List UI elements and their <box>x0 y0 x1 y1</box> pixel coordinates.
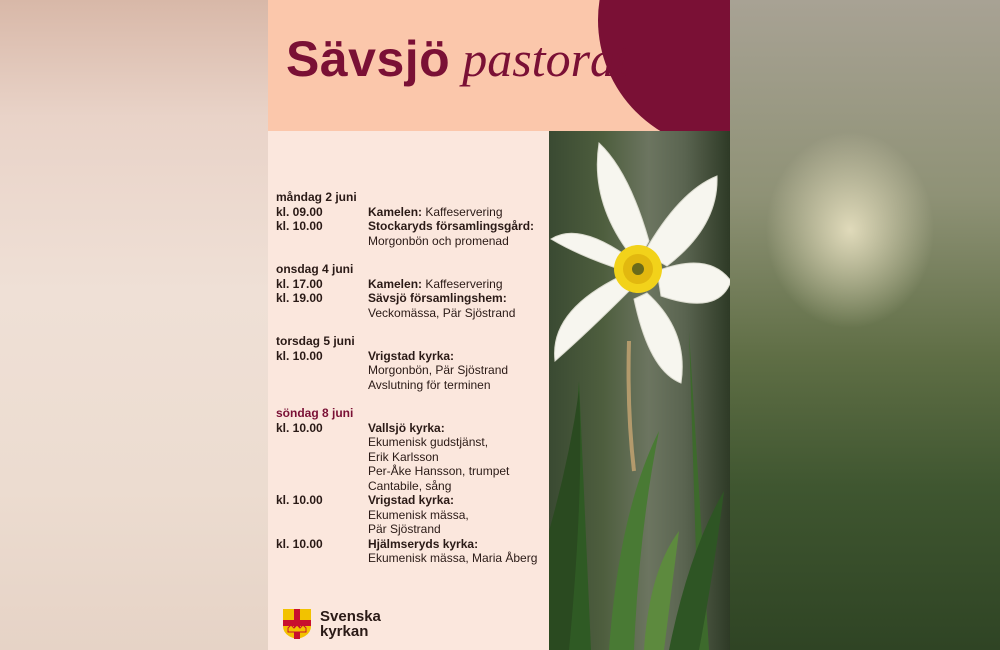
entry-first-line <box>368 537 548 552</box>
schedule-entry <box>276 349 548 393</box>
entry-detail: Ekumenisk gudstjänst, <box>368 435 489 449</box>
entry-time: kl. 10.00 <box>276 348 323 363</box>
title-italic: pastorat <box>462 31 629 87</box>
logo-text <box>320 609 381 639</box>
entry-first-line <box>368 277 548 292</box>
entry-location: Vrigstad kyrka: <box>368 493 455 507</box>
entry-first-line <box>368 205 548 220</box>
entry-info <box>368 277 548 292</box>
entry-info <box>368 421 548 494</box>
poster-header <box>268 0 730 131</box>
day-title: måndag 2 juni <box>276 190 357 204</box>
entry-time: kl. 10.00 <box>276 219 323 233</box>
entry-location: Stockaryds församlingsgård: <box>368 219 535 233</box>
schedule-day <box>276 406 548 566</box>
entry-first-line <box>368 219 548 234</box>
event-schedule <box>276 190 548 580</box>
entry-info <box>368 493 548 537</box>
entry-detail: Kaffeservering <box>425 204 503 219</box>
entry-info <box>368 219 548 248</box>
entry-detail: Erik Karlsson <box>368 449 439 464</box>
entry-location: Vallsjö kyrka: <box>368 420 445 435</box>
blurred-background-right <box>730 0 1000 650</box>
entry-location: Kamelen: <box>368 276 423 291</box>
entry-detail: Per-Åke Hansson, trumpet <box>368 464 510 478</box>
entry-time: kl. 09.00 <box>276 204 323 219</box>
entry-first-line <box>368 291 548 306</box>
entry-first-line <box>368 493 548 508</box>
poster <box>268 0 730 650</box>
schedule-entry <box>276 421 548 494</box>
entry-location: Hjälmseryds kyrka: <box>368 536 479 551</box>
svenska-kyrkan-logo <box>282 608 381 640</box>
entry-detail: Ekumenisk mässa, <box>368 507 469 522</box>
entry-time: kl. 19.00 <box>276 291 323 305</box>
daffodil-flower-icon <box>549 131 730 650</box>
schedule-entry <box>276 537 548 566</box>
entry-detail: Pär Sjöstrand <box>368 522 441 536</box>
entry-location: Kamelen: <box>368 204 423 219</box>
entry-detail: Morgonbön och promenad <box>368 233 509 248</box>
entry-detail: Kaffeservering <box>425 276 503 291</box>
entry-detail: Ekumenisk mässa, Maria Åberg <box>368 551 538 565</box>
entry-first-line <box>368 349 548 364</box>
entry-detail: Avslutning för terminen <box>368 377 491 392</box>
entry-first-line <box>368 421 548 436</box>
entry-location: Vrigstad kyrka: <box>368 348 455 363</box>
church-cross-crown-icon <box>282 608 312 640</box>
schedule-day <box>276 334 548 392</box>
poster-title <box>286 30 629 88</box>
entry-detail: Morgonbön, Pär Sjöstrand <box>368 363 509 377</box>
entry-info <box>368 349 548 393</box>
entry-location: Sävsjö församlingshem: <box>368 291 507 305</box>
day-title: söndag 8 juni <box>276 406 354 420</box>
schedule-entry <box>276 493 548 537</box>
schedule-entry <box>276 277 548 292</box>
entry-time: kl. 10.00 <box>276 420 323 435</box>
entry-info <box>368 537 548 566</box>
entry-time: kl. 10.00 <box>276 536 323 551</box>
entry-info <box>368 291 548 320</box>
entry-time: kl. 10.00 <box>276 493 323 507</box>
schedule-day <box>276 190 548 248</box>
schedule-day <box>276 262 548 320</box>
logo-line2: kyrkan <box>320 623 369 640</box>
schedule-entry <box>276 291 548 320</box>
flower-photo <box>549 131 730 650</box>
day-title: torsdag 5 juni <box>276 334 355 348</box>
title-main: Sävsjö <box>286 31 451 87</box>
entry-info <box>368 205 548 220</box>
schedule-entry <box>276 205 548 220</box>
day-title: onsdag 4 juni <box>276 262 354 276</box>
entry-time: kl. 17.00 <box>276 276 323 291</box>
schedule-entry <box>276 219 548 248</box>
blurred-background-left <box>0 0 270 650</box>
logo-line1: Svenska <box>320 608 381 625</box>
entry-detail: Cantabile, sång <box>368 478 452 493</box>
entry-detail: Veckomässa, Pär Sjöstrand <box>368 305 516 320</box>
